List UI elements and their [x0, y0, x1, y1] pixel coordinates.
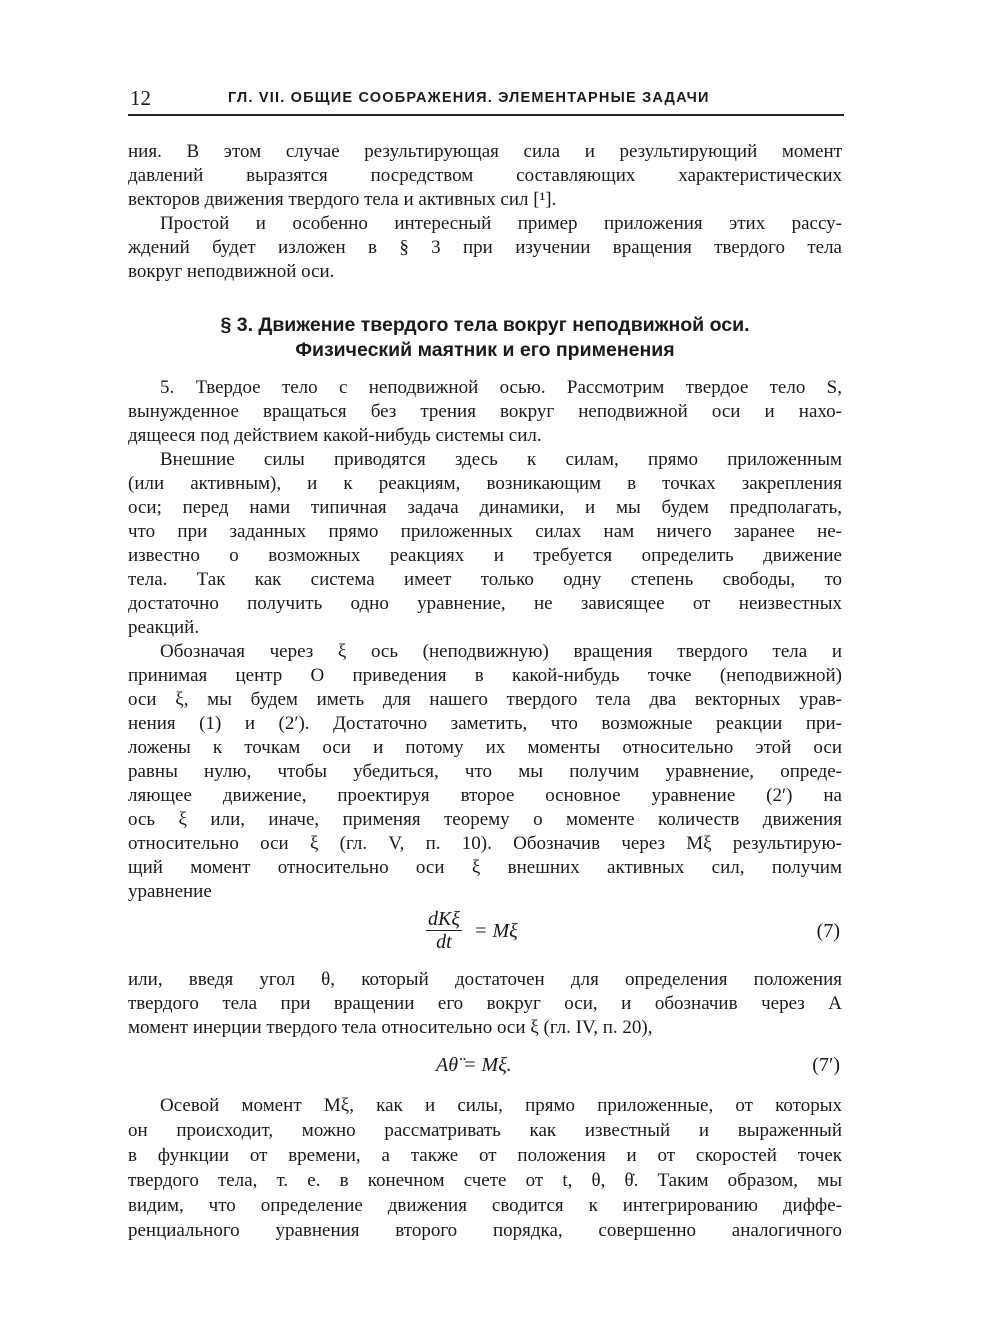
running-header: [128, 86, 844, 116]
fraction: [426, 908, 462, 953]
text-line: вынужденное вращаться без трения вокруг неподвижной оси и нахо-: [128, 401, 842, 422]
text-line: уравнение: [128, 881, 212, 902]
text-line: давлений выразятся посредством составляющих характеристических: [128, 165, 842, 186]
text-line: векторов движения твердого тела и активных сил [¹].: [128, 189, 557, 210]
section-heading: [128, 313, 842, 363]
text-line: Осевой момент Mξ, как и силы, прямо приложенные, от которых: [160, 1095, 842, 1116]
text-line: 5. Твердое тело с неподвижной осью. Рассмотрим твердое тело S,: [160, 377, 842, 398]
equation-body: Aθ̈ = Mξ.: [436, 1054, 512, 1076]
text-line: он происходит, можно рассматривать как известный и выраженный: [128, 1120, 842, 1141]
text-line: Обозначая через ξ ось (неподвижную) вращения твердого тела и: [160, 641, 842, 662]
text-line: Внешние силы приводятся здесь к силам, прямо приложенным: [160, 449, 842, 470]
text-line: принимая центр O приведения в какой-нибудь точке (неподвижной): [128, 665, 842, 686]
equation-number: (7): [816, 920, 840, 942]
text-line: твердого тела при вращении его вокруг оси, и обозначив через A: [128, 993, 842, 1014]
text-line: известно о возможных реакциях и требуется определить движение: [128, 545, 842, 566]
paragraph: [128, 968, 842, 1040]
text-line: щий момент относительно оси ξ внешних активных сил, получим: [128, 857, 842, 878]
text-line: оси ξ, мы будем иметь для нашего твердого тела два векторных урав-: [128, 689, 842, 710]
paragraph: [128, 640, 842, 904]
text-line: равны нулю, чтобы убедиться, что мы получим уравнение, опреде-: [128, 761, 842, 782]
text-line: вокруг неподвижной оси.: [128, 261, 335, 282]
text-line: видим, что определение движения сводится к интегрированию диффе-: [128, 1195, 842, 1216]
text-line: дящееся под действием какой-нибудь системы сил.: [128, 425, 542, 446]
paragraph: [128, 212, 842, 284]
paragraph: [128, 448, 842, 640]
text-line: реакций.: [128, 617, 200, 638]
text-line: нения (1) и (2′). Достаточно заметить, что возможные реакции при-: [128, 713, 842, 734]
text-line: ждений будет изложен в § 3 при изучении вращения твердого тела: [128, 237, 842, 258]
text-line: ренциального уравнения второго порядка, совершенно аналогичного: [128, 1220, 842, 1241]
text-line: Простой и особенно интересный пример приложения этих рассу-: [160, 213, 842, 234]
denominator: dt: [436, 931, 452, 953]
equation-rhs: = Mξ: [474, 920, 518, 942]
numerator: dKξ: [428, 908, 460, 930]
text-line: оси; перед нами типичная задача динамики, и мы будем предполагать,: [128, 497, 842, 518]
paragraph: [128, 1093, 842, 1243]
text-line: момент инерции твердого тела относительно оси ξ (гл. IV, п. 20),: [128, 1017, 653, 1038]
text-line: что при заданных прямо приложенных силах нам ничего заранее не-: [128, 521, 842, 542]
text-line: ния. В этом случае результирующая сила и результирующий момент: [128, 141, 842, 162]
equation-7: [128, 908, 842, 958]
text-line: твердого тела, т. е. в конечном счете от t, θ, θ̇. Таким образом, мы: [128, 1170, 842, 1191]
text-line: или, введя угол θ, который достаточен для определения положения: [128, 969, 842, 990]
paragraph: [128, 140, 842, 212]
running-title: ГЛ. VII. ОБЩИЕ СООБРАЖЕНИЯ. ЭЛЕМЕНТАРНЫЕ ЗАДАЧИ: [228, 90, 710, 106]
text-line: в функции от времени, а также от положения и от скоростей точек: [128, 1145, 842, 1166]
paragraph: [128, 376, 842, 448]
section-heading-line-2: Физический маятник и его применения: [295, 339, 675, 361]
page-number: 12: [130, 86, 151, 110]
text-line: (или активным), и к реакциям, возникающим в точках закрепления: [128, 473, 842, 494]
equation-number: (7′): [812, 1054, 840, 1076]
text-line: ложены к точкам оси и потому их моменты относительно этой оси: [128, 737, 842, 758]
text-line: ось ξ или, иначе, применяя теорему о моменте количеств движения: [128, 809, 842, 830]
text-line: тела. Так как система имеет только одну степень свободы, то: [128, 569, 842, 590]
section-heading-line-1: § 3. Движение твердого тела вокруг неподвижной оси.: [220, 314, 750, 336]
text-line: относительно оси ξ (гл. V, п. 10). Обозначив через Mξ результирую-: [128, 833, 842, 854]
text-line: ляющее движение, проектируя второе основное уравнение (2′) на: [128, 785, 842, 806]
text-line: достаточно получить одно уравнение, не зависящее от неизвестных: [128, 593, 842, 614]
